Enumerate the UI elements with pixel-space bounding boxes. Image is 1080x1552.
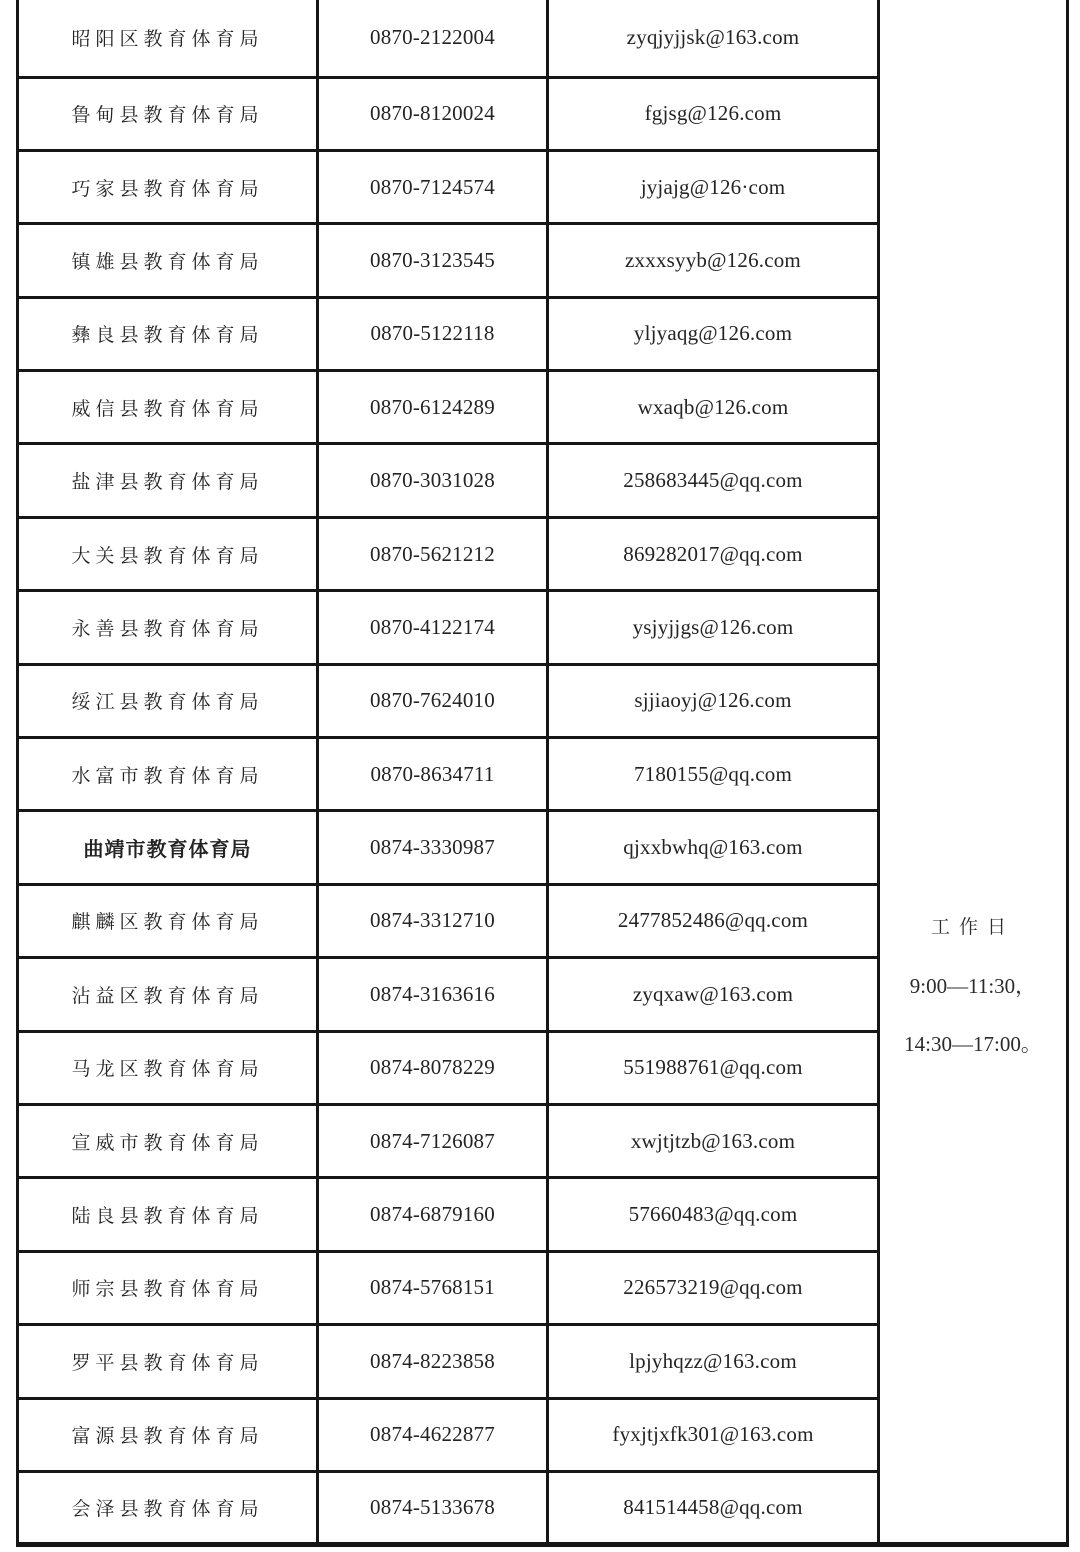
- email-cell: 57660483@qq.com: [548, 1178, 879, 1251]
- org-name-cell: 大关县教育体育局: [18, 517, 318, 590]
- email-cell: lpjyhqzz@163.com: [548, 1325, 879, 1398]
- phone-cell: 0874-5768151: [318, 1251, 548, 1324]
- phone-cell: 0870-7124574: [318, 150, 548, 223]
- email-cell: ysjyjjgs@126.com: [548, 591, 879, 664]
- org-name-cell: 宣威市教育体育局: [18, 1104, 318, 1177]
- org-name-cell: 彝良县教育体育局: [18, 297, 318, 370]
- org-name-cell: 昭阳区教育体育局: [18, 0, 318, 77]
- org-name-cell: 绥江县教育体育局: [18, 664, 318, 737]
- org-name-cell: 永善县教育体育局: [18, 591, 318, 664]
- table-row: [18, 0, 1068, 77]
- org-name-cell: 曲靖市教育体育局: [18, 811, 318, 884]
- email-cell: 226573219@qq.com: [548, 1251, 879, 1324]
- email-cell: sjjiaoyj@126.com: [548, 664, 879, 737]
- email-cell: 841514458@qq.com: [548, 1471, 879, 1544]
- work-hours-label: 工作日: [930, 917, 1015, 938]
- org-name-cell: 富源县教育体育局: [18, 1398, 318, 1471]
- phone-cell: 0870-6124289: [318, 371, 548, 444]
- phone-cell: 0874-8078229: [318, 1031, 548, 1104]
- org-name-cell: 威信县教育体育局: [18, 371, 318, 444]
- org-name-cell: 师宗县教育体育局: [18, 1251, 318, 1324]
- phone-cell: 0870-5621212: [318, 517, 548, 590]
- phone-cell: 0874-7126087: [318, 1104, 548, 1177]
- phone-cell: 0870-7624010: [318, 664, 548, 737]
- email-cell: 7180155@qq.com: [548, 738, 879, 811]
- org-name-cell: 罗平县教育体育局: [18, 1325, 318, 1398]
- email-cell: 551988761@qq.com: [548, 1031, 879, 1104]
- org-name-cell: 盐津县教育体育局: [18, 444, 318, 517]
- org-name-cell: 水富市教育体育局: [18, 738, 318, 811]
- work-hours-cell: [879, 0, 1068, 1545]
- email-cell: 2477852486@qq.com: [548, 884, 879, 957]
- phone-cell: 0870-3031028: [318, 444, 548, 517]
- email-cell: wxaqb@126.com: [548, 371, 879, 444]
- org-name-cell: 鲁甸县教育体育局: [18, 77, 318, 150]
- table-body: [18, 0, 1068, 1545]
- work-hours-note: [880, 899, 1066, 1073]
- phone-cell: 0870-5122118: [318, 297, 548, 370]
- work-hours-morning: 9:00—11:30，: [909, 974, 1037, 998]
- email-cell: jyjajg@126·com: [548, 150, 879, 223]
- email-cell: yljyaqg@126.com: [548, 297, 879, 370]
- org-name-cell: 沾益区教育体育局: [18, 958, 318, 1031]
- org-name-cell: 麒麟区教育体育局: [18, 884, 318, 957]
- org-name-cell: 巧家县教育体育局: [18, 150, 318, 223]
- phone-cell: 0870-8120024: [318, 77, 548, 150]
- phone-cell: 0870-2122004: [318, 0, 548, 77]
- email-cell: 869282017@qq.com: [548, 517, 879, 590]
- email-cell: zxxxsyyb@126.com: [548, 224, 879, 297]
- phone-cell: 0874-6879160: [318, 1178, 548, 1251]
- phone-cell: 0874-3163616: [318, 958, 548, 1031]
- phone-cell: 0874-3330987: [318, 811, 548, 884]
- phone-cell: 0874-8223858: [318, 1325, 548, 1398]
- org-name-cell: 马龙区教育体育局: [18, 1031, 318, 1104]
- phone-cell: 0874-4622877: [318, 1398, 548, 1471]
- email-cell: fgjsg@126.com: [548, 77, 879, 150]
- email-cell: zyqxaw@163.com: [548, 958, 879, 1031]
- email-cell: 258683445@qq.com: [548, 444, 879, 517]
- phone-cell: 0870-8634711: [318, 738, 548, 811]
- email-cell: zyqjyjjsk@163.com: [548, 0, 879, 77]
- phone-cell: 0870-3123545: [318, 224, 548, 297]
- work-hours-afternoon: 14:30—17:00。: [904, 1032, 1042, 1056]
- email-cell: xwjtjtzb@163.com: [548, 1104, 879, 1177]
- email-cell: fyxjtjxfk301@163.com: [548, 1398, 879, 1471]
- contact-table: [16, 0, 1069, 1547]
- phone-cell: 0874-3312710: [318, 884, 548, 957]
- phone-cell: 0874-5133678: [318, 1471, 548, 1544]
- phone-cell: 0870-4122174: [318, 591, 548, 664]
- email-cell: qjxxbwhq@163.com: [548, 811, 879, 884]
- org-name-cell: 镇雄县教育体育局: [18, 224, 318, 297]
- org-name-cell: 会泽县教育体育局: [18, 1471, 318, 1544]
- org-name-cell: 陆良县教育体育局: [18, 1178, 318, 1251]
